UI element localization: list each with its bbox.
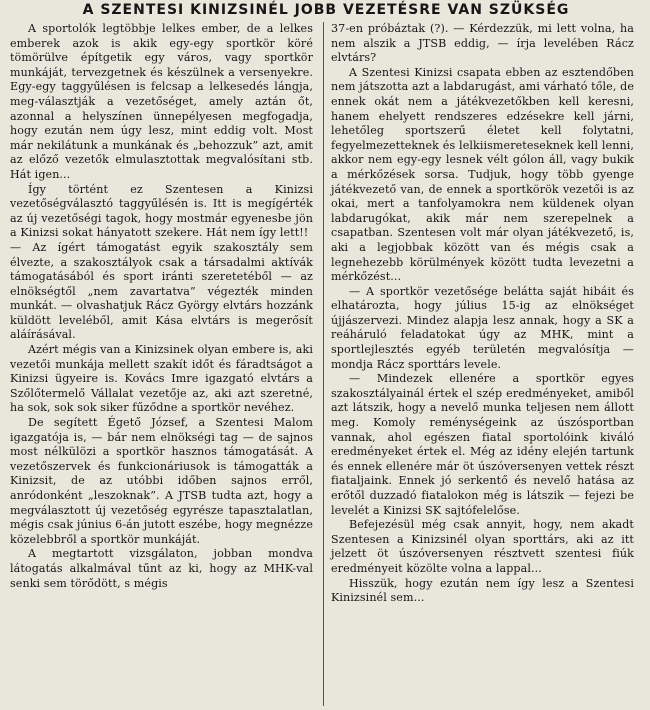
paragraph: A megtartott vizsgálaton, jobban mondva látogatás alkalmával tűnt az ki, hogy az MHK-val senki sem törődött, s mégis: [10, 547, 313, 590]
paragraph: 37-en próbáztak (?). — Kérdezzük, mi lett volna, ha nem alszik a JTSB eddig, — írja levelében Rácz elvtárs?: [331, 22, 634, 65]
paragraph: — A sportkör vezetősége belátta saját hibáit és elhatározta, hogy július 15-ig az elnökséget újjászervezi. Mindez alapja lesz annak, hogy a SK a reáháruló feladatokat úgy az MHK, mint a sportlejlesztés egyéb területén megvalósítja — mondja Rácz sporttárs levele.: [331, 284, 634, 371]
column-divider: [323, 22, 324, 706]
paragraph: Azért mégis van a Kinizsinek olyan embere is, aki vezetői munkája mellett szakít időt és fáradtságot a Kinizsi ügyeire is. Kovács Imre igazgató elvtárs a Szőlőtermelő Vállalat vezetője az, aki azt szeretné, ha sok, sok sok siker fűződne a sportkör nevéhez.: [10, 343, 313, 415]
paragraph: Hisszük, hogy ezután nem így lesz a Szentesi Kinizsinél sem...: [331, 576, 634, 605]
paragraph: Így történt ez Szentesen a Kinizsi vezetőségválasztó taggyűlésén is. Itt is megígérték az új vezetőségi tagok, hogy mostmár egyenesbe jön a Kinizsi sokat hányatott szekere. Hát nem így lett!!: [10, 182, 313, 240]
paragraph: — Az ígért támogatást egyik szakosztály sem élvezte, a szakosztályok csak a társadalmi aktívák támogatásából és sport iránti szeretetéből — az elnökségtől „nem zavartatva” végezték minden munkát. — olvashatjuk Rácz György elvtárs hozzánk küldött leveléből, amit Kása elvtárs is megerősít aláírásával.: [10, 240, 313, 342]
article-headline: A SZENTESI KINIZSINÉL JOBB VEZETÉSRE VAN SZÜKSÉG: [82, 2, 570, 18]
paragraph: De segített Égető József, a Szentesi Malom igazgatója is, — bár nem elnökségi tag — de sajnos most nélkülözi a sportkör hasznos támogatását. A vezetőszervek és funkcionáriusok is támogatták a Kinizsit, de az utóbbi időben sajnos erről, anródonként „leszoknak”. A JTSB tudta azt, hogy a megválasztott új vezetőség egyrésze tapasztalatlan, mégis csak június 6-án jutott eszébe, hogy megnézze közelebbről a sportkör munkáját.: [10, 416, 313, 546]
paragraph: A Szentesi Kinizsi csapata ebben az esztendőben nem játszotta azt a labdarugást, ami várható tőle, de ennek okát nem a játékvezetőkben kell keresni, hanem ehelyett rendszeres edzésekre kell járni, lehetőleg sportszerű életet kell folytatni, fegyelmezetteknek és lelkiismereteseknek kell lenni, akkor nem egy-egy lesnek vélt gólon áll, vagy bukik a mérkőzések sorsa. Tudjuk, hogy több gyenge játékvezető van, de ennek a sportkörök vezetői is az okai, mert a tanfolyamokra nem küldenek olyan labdarugókat, akik már nem szerepelnek a csapatban. Szentesen volt már olyan játékvezető, is, aki a legjobbak között van és mégis csak a legnehezebb körülmények között tudta levezetni a mérkőzést...: [331, 65, 634, 284]
left-column: [10, 22, 313, 591]
article-body: [10, 22, 642, 710]
paragraph: A sportolók legtöbbje lelkes ember, de a lelkes emberek azok is akik egy-egy sportkör köré tömörülve építgetik egy város, vagy sportkör munkáját, tervezgetnek és készülnek a versenyekre. Egy-egy taggyűlésen is felcsap a lelkesedés lángja, meg-választják a vezetőséget, amely aztán őt, azonnal a helyszínen ünnepélyesen megfogadja, hogy ezután nem úgy lesz, mint eddig volt. Most már nekilátunk a munkának és „behozzuk” azt, amit az előző vezetők elmulasztottak megvalósítani stb. Hát igen...: [10, 22, 313, 181]
paragraph: Befejezésül még csak annyit, hogy, nem akadt Szentesen a Kinizsinél olyan sporttárs, aki az itt jelzett öt úszóversenyen résztvett szentesi fiúk eredményeit közölte volna a lappal...: [331, 518, 634, 575]
right-column: [331, 22, 634, 606]
paragraph: — Mindezek ellenére a sportkör egyes szakosztályainál értek el szép eredményeket, amiből azt látszik, hogy a nevelő munka teljesen nem állott meg. Komoly reménységeink az úszósportban vannak, ahol egészen fiatal sportolóink kiváló eredményeket értek el. Még az idény elején tartunk és ennek ellenére már öt úszóversenyen vettek részt fiataljaink. Ennek jó serkentő és nevelő hatása az erőtől duzzadó fiatalokon még is látszik — fejezi be levelét a Kinizsi SK sajtófelelőse.: [331, 372, 634, 517]
